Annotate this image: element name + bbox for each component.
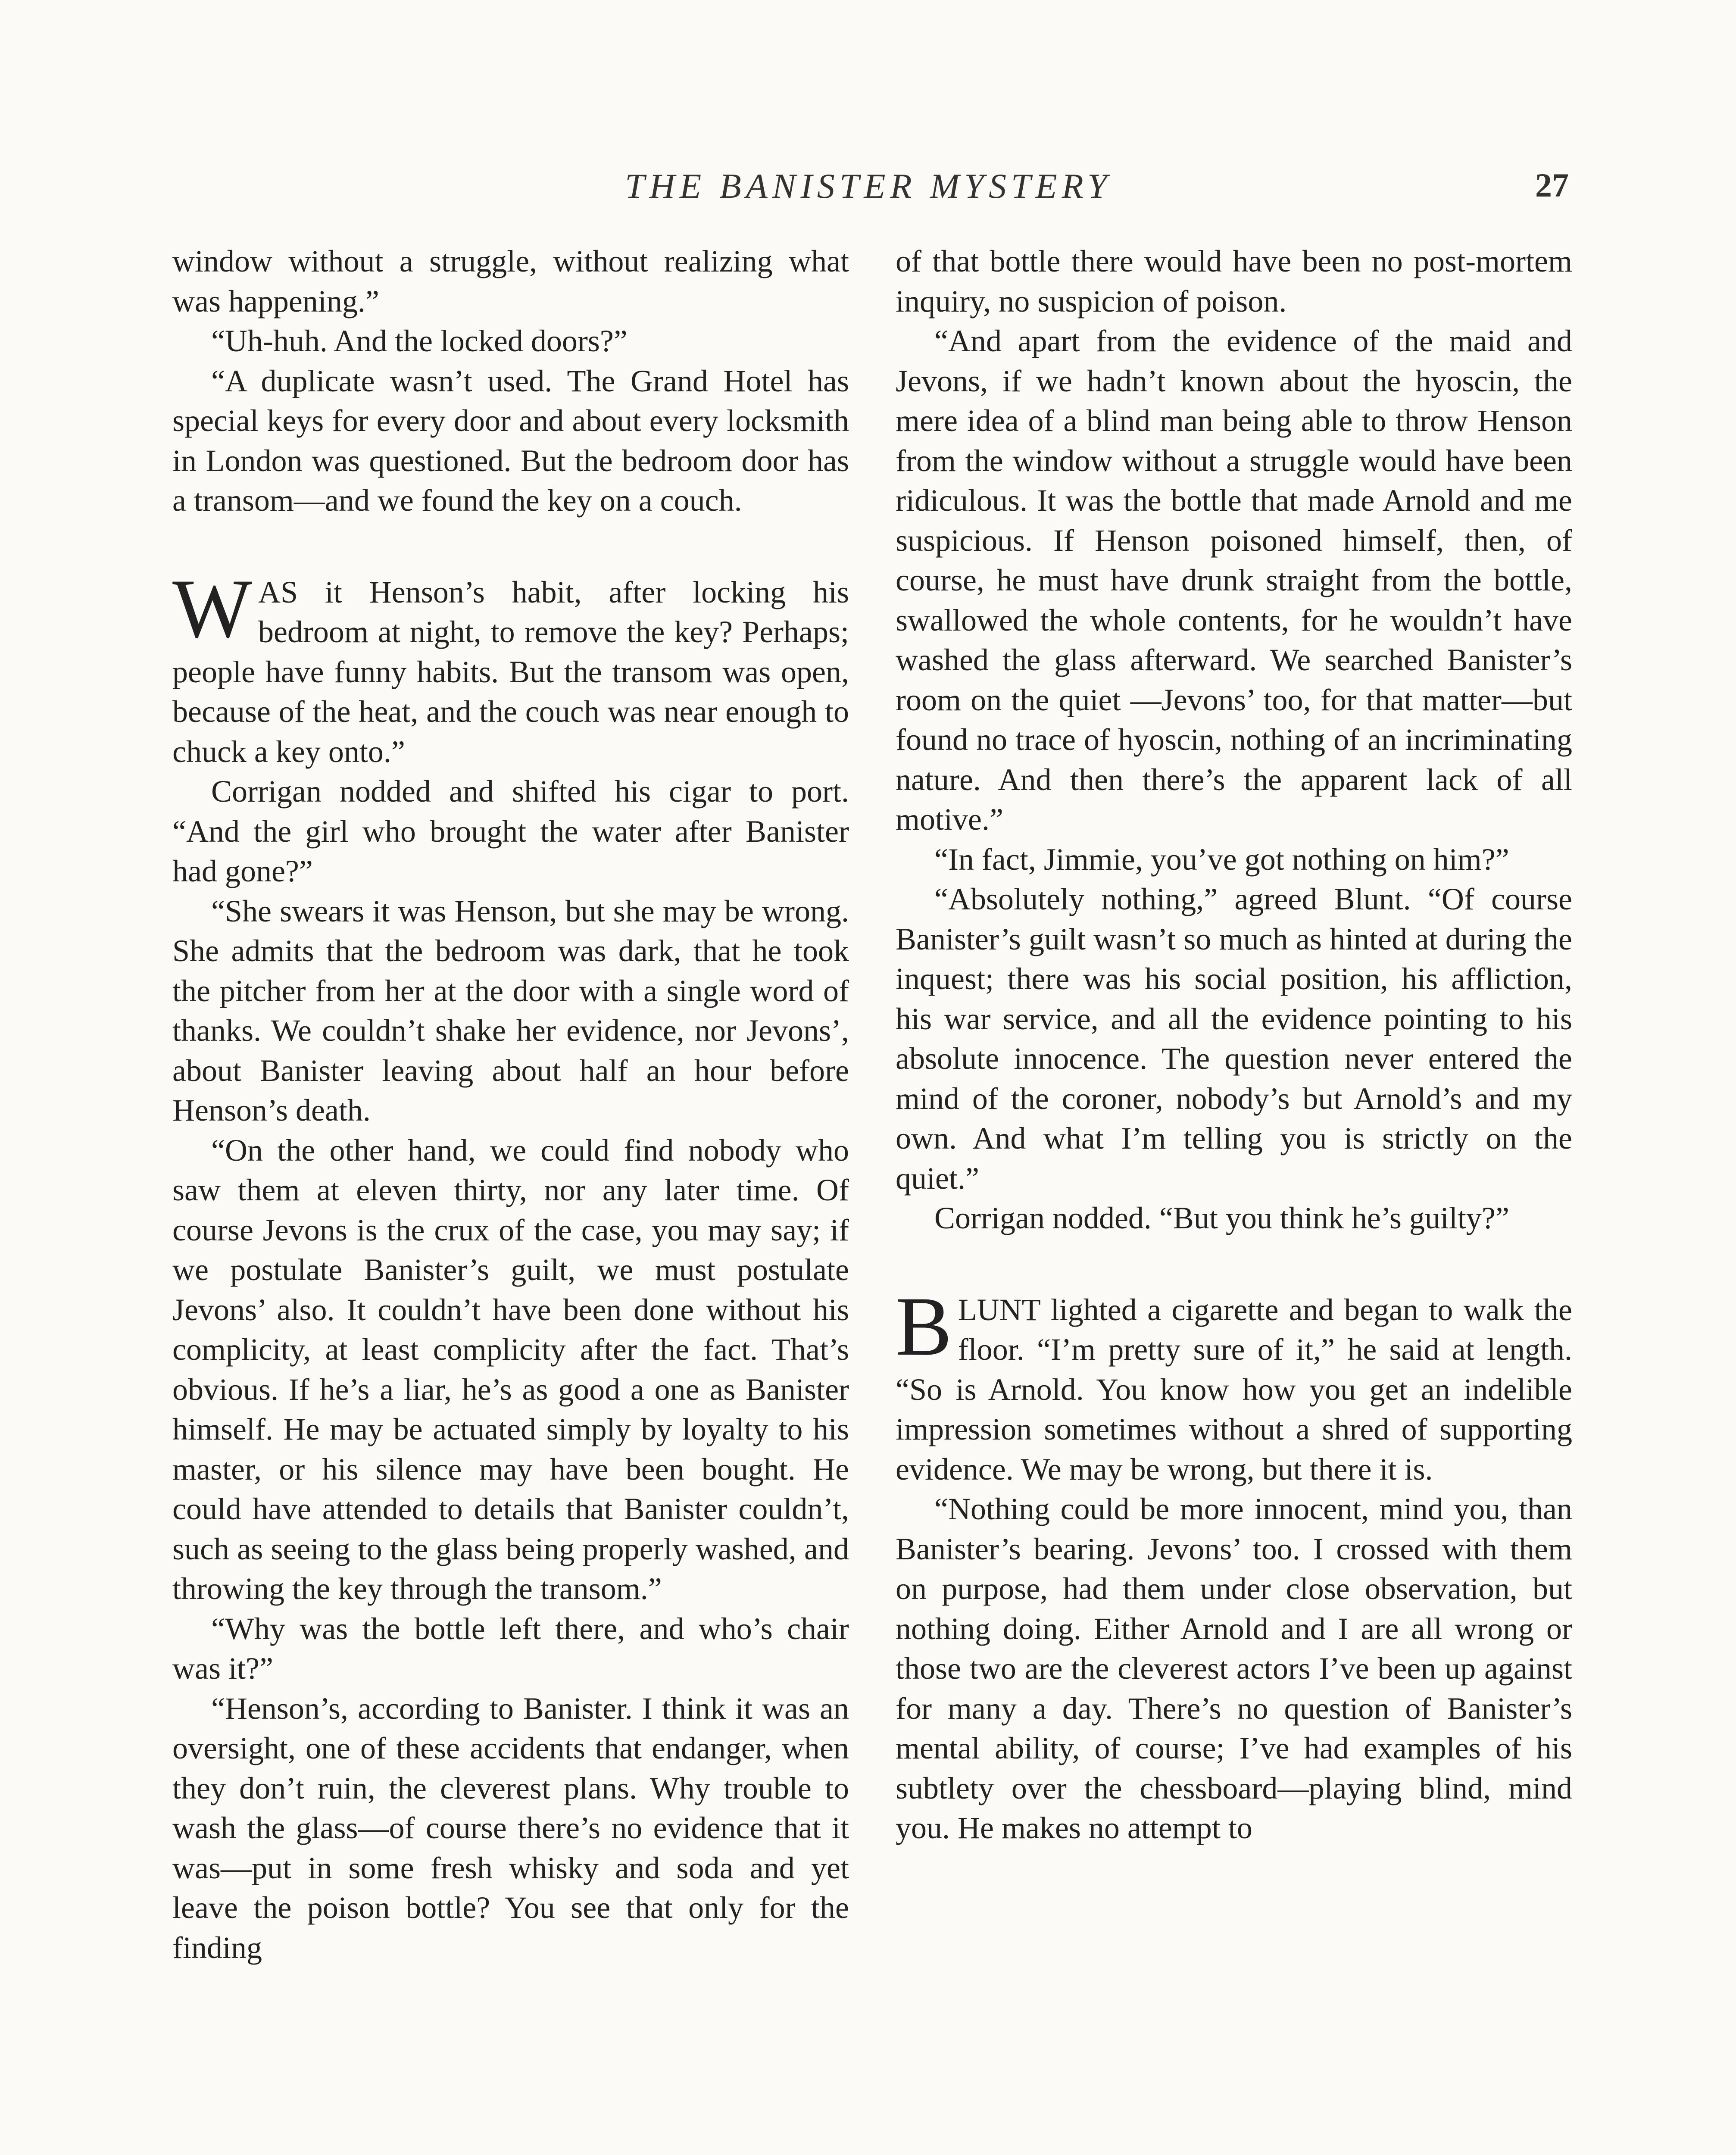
- paragraph: Corrigan nodded. “But you think he’s guilty?”: [934, 1201, 1509, 1235]
- paragraph: “Why was the bottle left there, and who’s chair was it?”: [172, 1611, 849, 1686]
- drop-cap: W: [172, 562, 252, 656]
- paragraph: “Absolutely nothing,” agreed Blunt. “Of course Banister’s guilt wasn’t so much as hinted at during the inquest; there was his social position, his affliction, his war service, and all the evidence pointing to his absolute innocence. The question never entered the mind of the coroner, nobody’s but Arnold’s and my own. And what I’m telling you is strictly on the quiet.”: [896, 882, 1572, 1196]
- paragraph: “Uh-huh. And the locked doors?”: [211, 324, 628, 358]
- section-paragraph: [172, 562, 849, 772]
- page-number: 27: [1535, 166, 1569, 204]
- paragraph: Corrigan nodded and shifted his cigar to port. “And the girl who brought the water after Banister had gone?”: [172, 774, 849, 888]
- drop-cap: B: [896, 1279, 952, 1373]
- paragraph-text: LUNT lighted a cigarette and began to walk the floor. “I’m pretty sure of it,” he said at length. “So is Arnold. You know how you get an indelible impression sometimes without a shred of supporting evidence. We may be wrong, but there it is.: [896, 1292, 1572, 1487]
- paragraph: “In fact, Jimmie, you’ve got nothing on him?”: [934, 842, 1509, 877]
- paragraph: “She swears it was Henson, but she may be wrong. She admits that the bedroom was dark, that he took the pitcher from her at the door with a single word of thanks. We couldn’t shake her evidence, nor Jevons’, about Banister leaving about half an hour before Henson’s death.: [172, 893, 849, 1127]
- left-column: [172, 241, 849, 1968]
- paragraph: “Henson’s, according to Banister. I think it was an oversight, one of these accidents that endanger, when they don’t ruin, the cleverest plans. Why trouble to wash the glass—of course there’s no evidence that it was—put in some fresh whisky and soda and yet leave the poison bottle? You see that only for the finding: [172, 1691, 849, 1965]
- paragraph: window without a struggle, without realizing what was happening.”: [172, 244, 849, 319]
- page-header: [168, 166, 1569, 209]
- paragraph: “Nothing could be more innocent, mind you, than Banister’s bearing. Jevons’ too. I crossed with them on purpose, had them under close observation, but nothing doing. Either Arnold and I are all wrong or those two are the cleverest actors I’ve been up against for many a day. There’s no question of Banister’s mental ability, of course; I’ve had examples of his subtlety over the chessboard—playing blind, mind you. He makes no attempt to: [896, 1492, 1572, 1845]
- paragraph-text: AS it Henson’s habit, after locking his bedroom at night, to remove the key? Perhaps; people have funny habits. But the transom was open, because of the heat, and the couch was near enough to chuck a key onto.”: [172, 575, 849, 769]
- paragraph: of that bottle there would have been no post-mortem inquiry, no suspicion of poison.: [896, 244, 1572, 319]
- section-paragraph: [896, 1279, 1572, 1490]
- paragraph: “On the other hand, we could find nobody who saw them at eleven thirty, nor any later time. Of course Jevons is the crux of the case, you may say; if we postulate Banister’s guilt, we must postulate Jevons’ also. It couldn’t have been done without his complicity, at least complicity after the fact. That’s obvious. If he’s a liar, he’s as good a one as Banister himself. He may be actuated simply by loyalty to his master, or his silence may have been bought. He could have attended to details that Banister couldn’t, such as seeing to the glass being properly washed, and throwing the key through the transom.”: [172, 1133, 849, 1606]
- paragraph: “A duplicate wasn’t used. The Grand Hotel has special keys for every door and about every locksmith in London was questioned. But the bedroom door has a transom—and we found the key on a couch.: [172, 363, 849, 518]
- paragraph: “And apart from the evidence of the maid and Jevons, if we hadn’t known about the hyoscin, the mere idea of a blind man being able to throw Henson from the window without a struggle would have been ridiculous. It was the bottle that made Arnold and me suspicious. If Henson poisoned himself, then, of course, he must have drunk straight from the bottle, swallowed the whole contents, for he wouldn’t have washed the glass afterward. We searched Banister’s room on the quiet —Jevons’ too, for that matter—but found no trace of hyoscin, nothing of an incriminating nature. And then there’s the apparent lack of all motive.”: [896, 324, 1572, 837]
- right-column: [896, 241, 1572, 1848]
- running-title: THE BANISTER MYSTERY: [625, 166, 1112, 206]
